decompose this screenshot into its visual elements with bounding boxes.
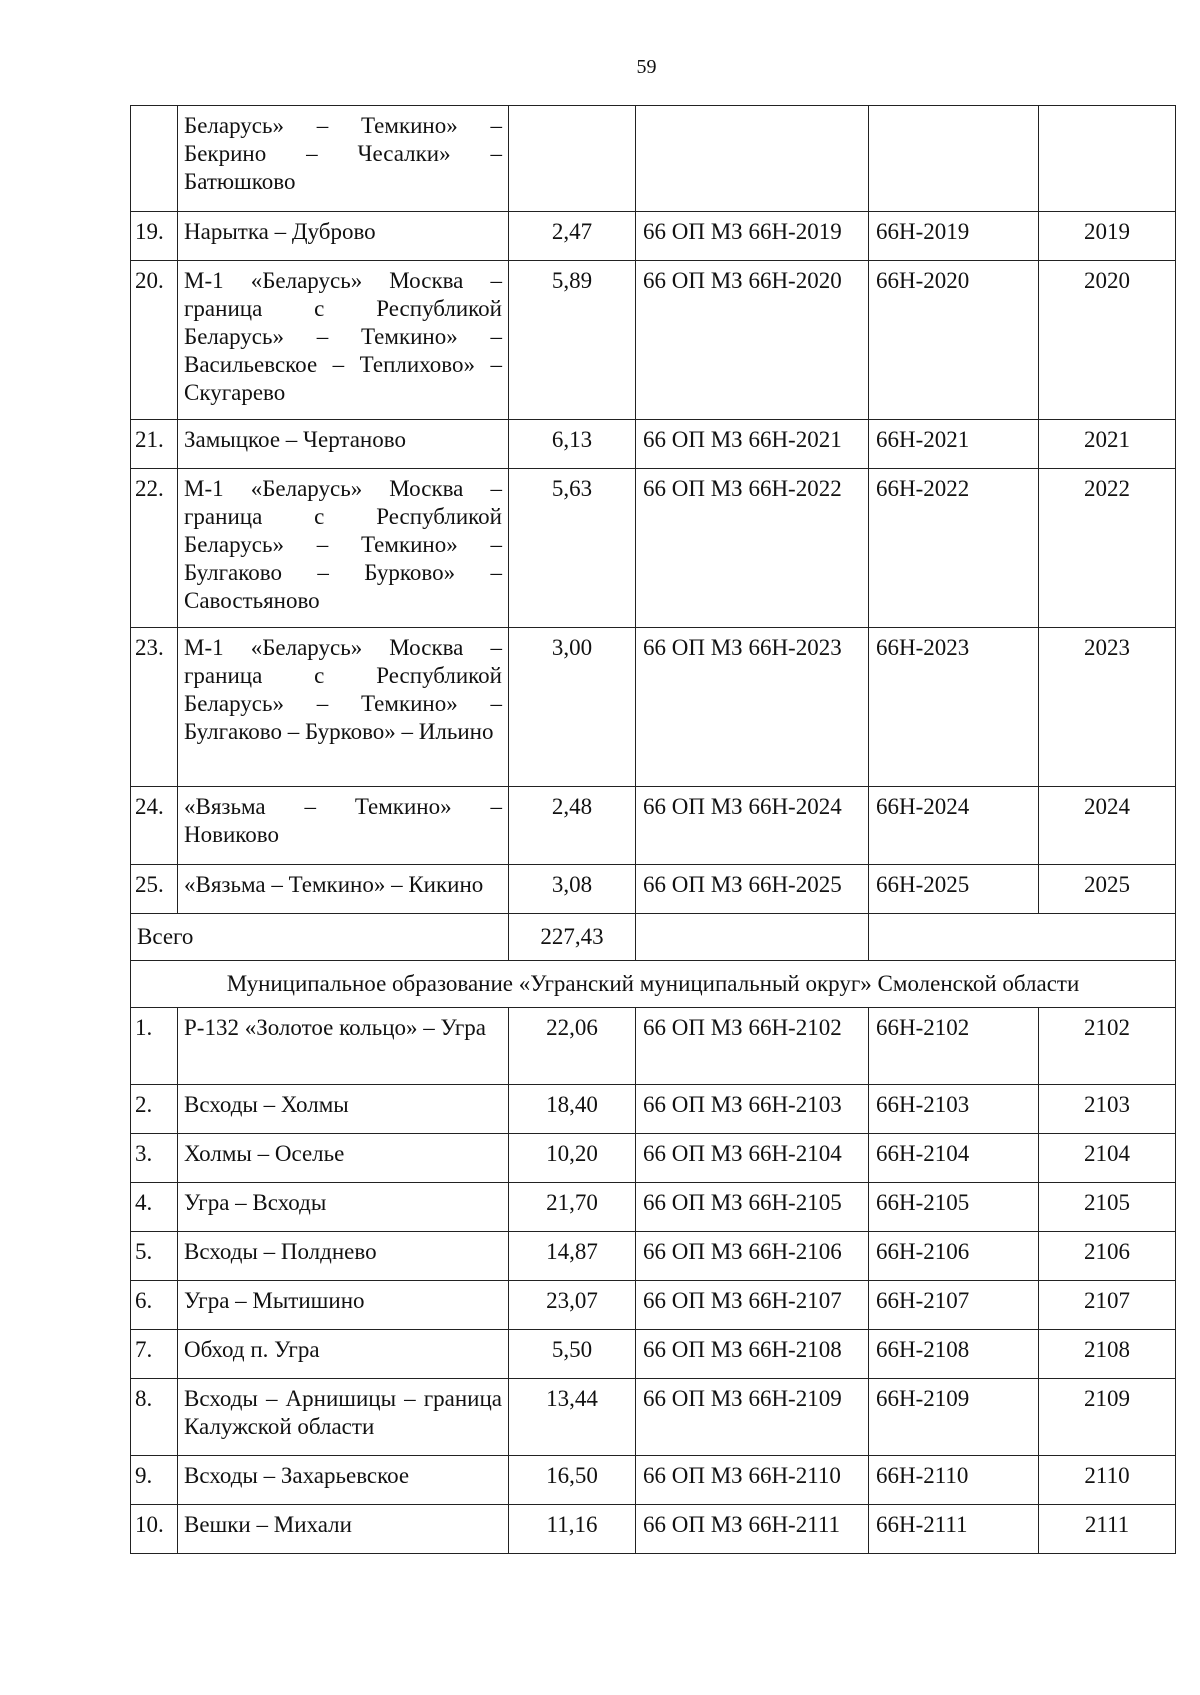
road-name: Замыцкое – Чертаново [178,420,509,469]
road-code: 66 ОП МЗ 66Н-2025 [636,865,869,914]
table-row [131,1456,1176,1505]
registry-number: 2108 [1039,1330,1176,1379]
total-length: 227,43 [509,914,636,961]
total-row [131,914,1176,961]
registry-number: 2110 [1039,1456,1176,1505]
road-id: 66Н-2022 [869,469,1039,628]
row-number: 19. [131,212,178,261]
road-id: 66Н-2019 [869,212,1039,261]
row-number: 10. [131,1505,178,1554]
road-id: 66Н-2108 [869,1330,1039,1379]
road-name: «Вязьма – Темкино» – Кикино [178,865,509,914]
road-name: Обход п. Угра [178,1330,509,1379]
road-code: 66 ОП МЗ 66Н-2019 [636,212,869,261]
table-row [131,212,1176,261]
road-id: 66Н-2103 [869,1085,1039,1134]
table-body-temkino [131,106,1176,914]
road-code: 66 ОП МЗ 66Н-2103 [636,1085,869,1134]
roads-table-wrapper [130,105,1175,1554]
road-name: Всходы – Полднево [178,1232,509,1281]
registry-number: 2019 [1039,212,1176,261]
table-row [131,1183,1176,1232]
road-name: Нарытка – Дуброво [178,212,509,261]
road-length: 18,40 [509,1085,636,1134]
road-code: 66 ОП МЗ 66Н-2108 [636,1330,869,1379]
registry-number: 2023 [1039,628,1176,787]
registry-number: 2106 [1039,1232,1176,1281]
road-name: М-1 «Беларусь» Москва – граница с Республикой Беларусь» – Темкино» – Васильевское – Теплихово» – Скугарево [178,261,509,420]
road-name: М-1 «Беларусь» Москва – граница с Республикой Беларусь» – Темкино» – Булгаково – Бурково» – Савостьяново [178,469,509,628]
table-row [131,261,1176,420]
registry-number: 2025 [1039,865,1176,914]
road-id: 66Н-2023 [869,628,1039,787]
row-number: 3. [131,1134,178,1183]
road-code: 66 ОП МЗ 66Н-2106 [636,1232,869,1281]
table-row [131,1281,1176,1330]
row-number: 25. [131,865,178,914]
road-name: Всходы – Захарьевское [178,1456,509,1505]
table-row [131,420,1176,469]
road-id: 66Н-2105 [869,1183,1039,1232]
row-number: 1. [131,1008,178,1085]
road-id: 66Н-2109 [869,1379,1039,1456]
table-row [131,787,1176,865]
registry-number: 2021 [1039,420,1176,469]
road-id: 66Н-2021 [869,420,1039,469]
road-id: 66Н-2025 [869,865,1039,914]
road-length: 5,89 [509,261,636,420]
row-number: 23. [131,628,178,787]
table-row [131,1085,1176,1134]
row-number: 4. [131,1183,178,1232]
table-row [131,1008,1176,1085]
row-number [131,106,178,212]
road-id: 66Н-2107 [869,1281,1039,1330]
roads-table [130,105,1176,1554]
row-number: 2. [131,1085,178,1134]
road-name: Холмы – Оселье [178,1134,509,1183]
road-length: 2,47 [509,212,636,261]
road-length: 11,16 [509,1505,636,1554]
road-length: 6,13 [509,420,636,469]
row-number: 5. [131,1232,178,1281]
road-length: 5,63 [509,469,636,628]
registry-number: 2024 [1039,787,1176,865]
road-code: 66 ОП МЗ 66Н-2023 [636,628,869,787]
road-length: 10,20 [509,1134,636,1183]
total-empty-cell [869,914,1176,961]
road-id: 66Н-2106 [869,1232,1039,1281]
road-id: 66Н-2020 [869,261,1039,420]
road-code: 66 ОП МЗ 66Н-2024 [636,787,869,865]
road-code: 66 ОП МЗ 66Н-2105 [636,1183,869,1232]
road-code: 66 ОП МЗ 66Н-2111 [636,1505,869,1554]
road-name: «Вязьма – Темкино» – Новиково [178,787,509,865]
road-code [636,106,869,212]
road-code: 66 ОП МЗ 66Н-2102 [636,1008,869,1085]
registry-number: 2020 [1039,261,1176,420]
table-body-ugra [131,1008,1176,1554]
road-code: 66 ОП МЗ 66Н-2109 [636,1379,869,1456]
road-name: М-1 «Беларусь» Москва – граница с Республикой Беларусь» – Темкино» – Булгаково – Бурково» – Ильино [178,628,509,787]
road-length: 16,50 [509,1456,636,1505]
table-row [131,628,1176,787]
road-name: Вешки – Михали [178,1505,509,1554]
total-label: Всего [131,914,509,961]
road-code: 66 ОП МЗ 66Н-2107 [636,1281,869,1330]
road-id: 66Н-2102 [869,1008,1039,1085]
table-row [131,1505,1176,1554]
road-length: 3,08 [509,865,636,914]
registry-number: 2111 [1039,1505,1176,1554]
table-total [131,914,1176,1008]
road-code: 66 ОП МЗ 66Н-2110 [636,1456,869,1505]
registry-number: 2105 [1039,1183,1176,1232]
road-length: 13,44 [509,1379,636,1456]
row-number: 21. [131,420,178,469]
registry-number: 2103 [1039,1085,1176,1134]
table-row [131,1379,1176,1456]
road-name: Угра – Всходы [178,1183,509,1232]
section-title: Муниципальное образование «Угранский муниципальный округ» Смоленской области [131,961,1176,1008]
road-length: 3,00 [509,628,636,787]
road-name: Угра – Мытишино [178,1281,509,1330]
registry-number: 2104 [1039,1134,1176,1183]
table-row [131,865,1176,914]
road-id: 66Н-2024 [869,787,1039,865]
road-id: 66Н-2104 [869,1134,1039,1183]
row-number: 20. [131,261,178,420]
road-length: 14,87 [509,1232,636,1281]
road-id: 66Н-2111 [869,1505,1039,1554]
table-row [131,1134,1176,1183]
road-name: Всходы – Арнишицы – граница Калужской области [178,1379,509,1456]
registry-number: 2107 [1039,1281,1176,1330]
table-row [131,469,1176,628]
row-number: 22. [131,469,178,628]
row-number: 9. [131,1456,178,1505]
road-code: 66 ОП МЗ 66Н-2104 [636,1134,869,1183]
row-number: 6. [131,1281,178,1330]
registry-number [1039,106,1176,212]
road-length: 21,70 [509,1183,636,1232]
registry-number: 2102 [1039,1008,1176,1085]
road-id [869,106,1039,212]
road-length: 23,07 [509,1281,636,1330]
road-length [509,106,636,212]
table-row [131,1232,1176,1281]
road-length: 22,06 [509,1008,636,1085]
road-length: 5,50 [509,1330,636,1379]
row-number: 24. [131,787,178,865]
road-code: 66 ОП МЗ 66Н-2020 [636,261,869,420]
row-number: 7. [131,1330,178,1379]
road-id: 66Н-2110 [869,1456,1039,1505]
table-row [131,1330,1176,1379]
row-number: 8. [131,1379,178,1456]
road-code: 66 ОП МЗ 66Н-2022 [636,469,869,628]
road-name: Беларусь» – Темкино» – Бекрино – Чесалки» – Батюшково [178,106,509,212]
table-row [131,106,1176,212]
page-number: 59 [636,56,657,78]
section-header-row [131,961,1176,1008]
road-code: 66 ОП МЗ 66Н-2021 [636,420,869,469]
total-empty-cell [636,914,869,961]
registry-number: 2109 [1039,1379,1176,1456]
road-name: Р-132 «Золотое кольцо» – Угра [178,1008,509,1085]
road-name: Всходы – Холмы [178,1085,509,1134]
registry-number: 2022 [1039,469,1176,628]
road-length: 2,48 [509,787,636,865]
